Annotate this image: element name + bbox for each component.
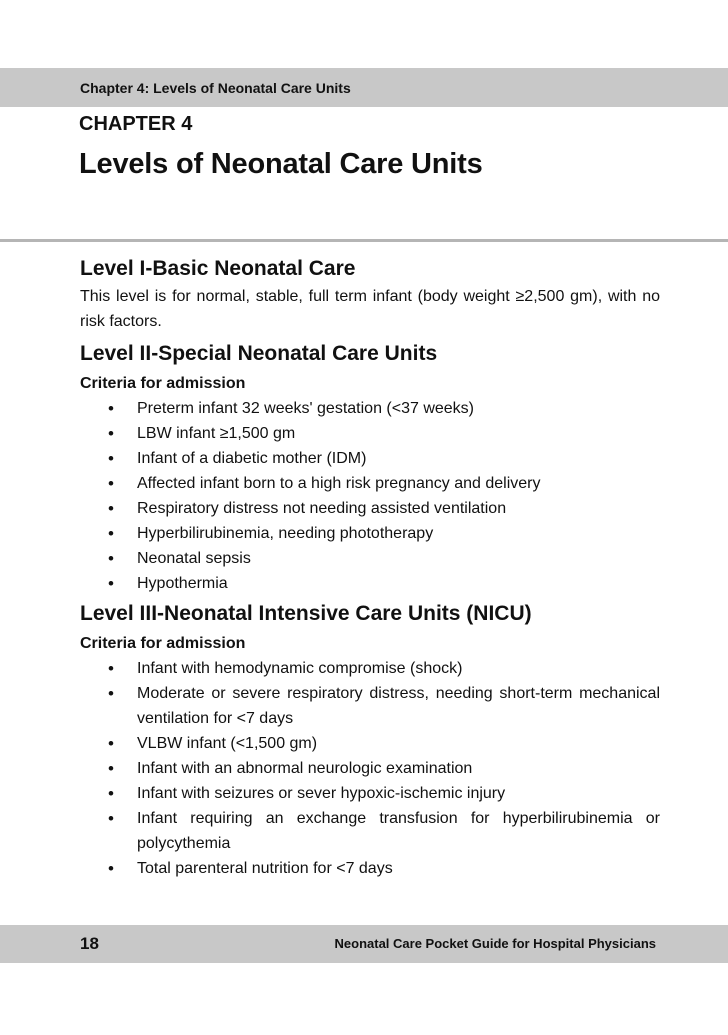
- running-footer: [0, 925, 728, 963]
- level-3-heading: Level III-Neonatal Intensive Care Units (NICU): [80, 602, 532, 625]
- footer-book-title: Neonatal Care Pocket Guide for Hospital Physicians: [334, 936, 656, 951]
- list-item: • Infant requiring an exchange transfusion for hyperbilirubinemia or polycythemia: [80, 806, 660, 856]
- list-item: • Infant with hemodynamic compromise (shock): [80, 656, 660, 681]
- page-number: 18: [80, 934, 99, 953]
- list-item: • Total parenteral nutrition for <7 days: [80, 856, 660, 881]
- level-1-heading: Level I-Basic Neonatal Care: [80, 257, 356, 280]
- list-item: • Infant of a diabetic mother (IDM): [80, 446, 660, 471]
- level-2-heading: Level II-Special Neonatal Care Units: [80, 342, 438, 365]
- list-item: • Affected infant born to a high risk pregnancy and delivery: [80, 471, 660, 496]
- list-item: • Infant with an abnormal neurologic examination: [80, 756, 660, 781]
- chapter-divider: [0, 239, 728, 242]
- list-item: • Respiratory distress not needing assisted ventilation: [80, 496, 660, 521]
- chapter-title: Levels of Neonatal Care Units: [79, 148, 483, 180]
- page-body: [80, 253, 660, 883]
- running-header: [0, 68, 728, 107]
- level-2-criteria-label: Criteria for admission: [80, 375, 246, 392]
- list-item: • Preterm infant 32 weeks' gestation (<37 weeks): [80, 396, 660, 421]
- chapter-label: CHAPTER 4: [79, 113, 193, 135]
- list-item: • Hyperbilirubinemia, needing phototherapy: [80, 521, 660, 546]
- list-item: • Infant with seizures or sever hypoxic-ischemic injury: [80, 781, 660, 806]
- level-3-criteria-label: Criteria for admission: [80, 635, 246, 652]
- list-item: • Hypothermia: [80, 571, 660, 596]
- level-1-description: This level is for normal, stable, full term infant (body weight ≥2,500 gm), with no risk factors.: [80, 288, 660, 330]
- running-header-title: Chapter 4: Levels of Neonatal Care Units: [80, 80, 351, 96]
- list-item: • VLBW infant (<1,500 gm): [80, 731, 660, 756]
- list-item: • LBW infant ≥1,500 gm: [80, 421, 660, 446]
- level-3-criteria-list: [80, 656, 660, 881]
- level-2-criteria-list: [80, 396, 660, 596]
- list-item: • Moderate or severe respiratory distress, needing short-term mechanical ventilation for <7 days: [80, 681, 660, 731]
- list-item: • Neonatal sepsis: [80, 546, 660, 571]
